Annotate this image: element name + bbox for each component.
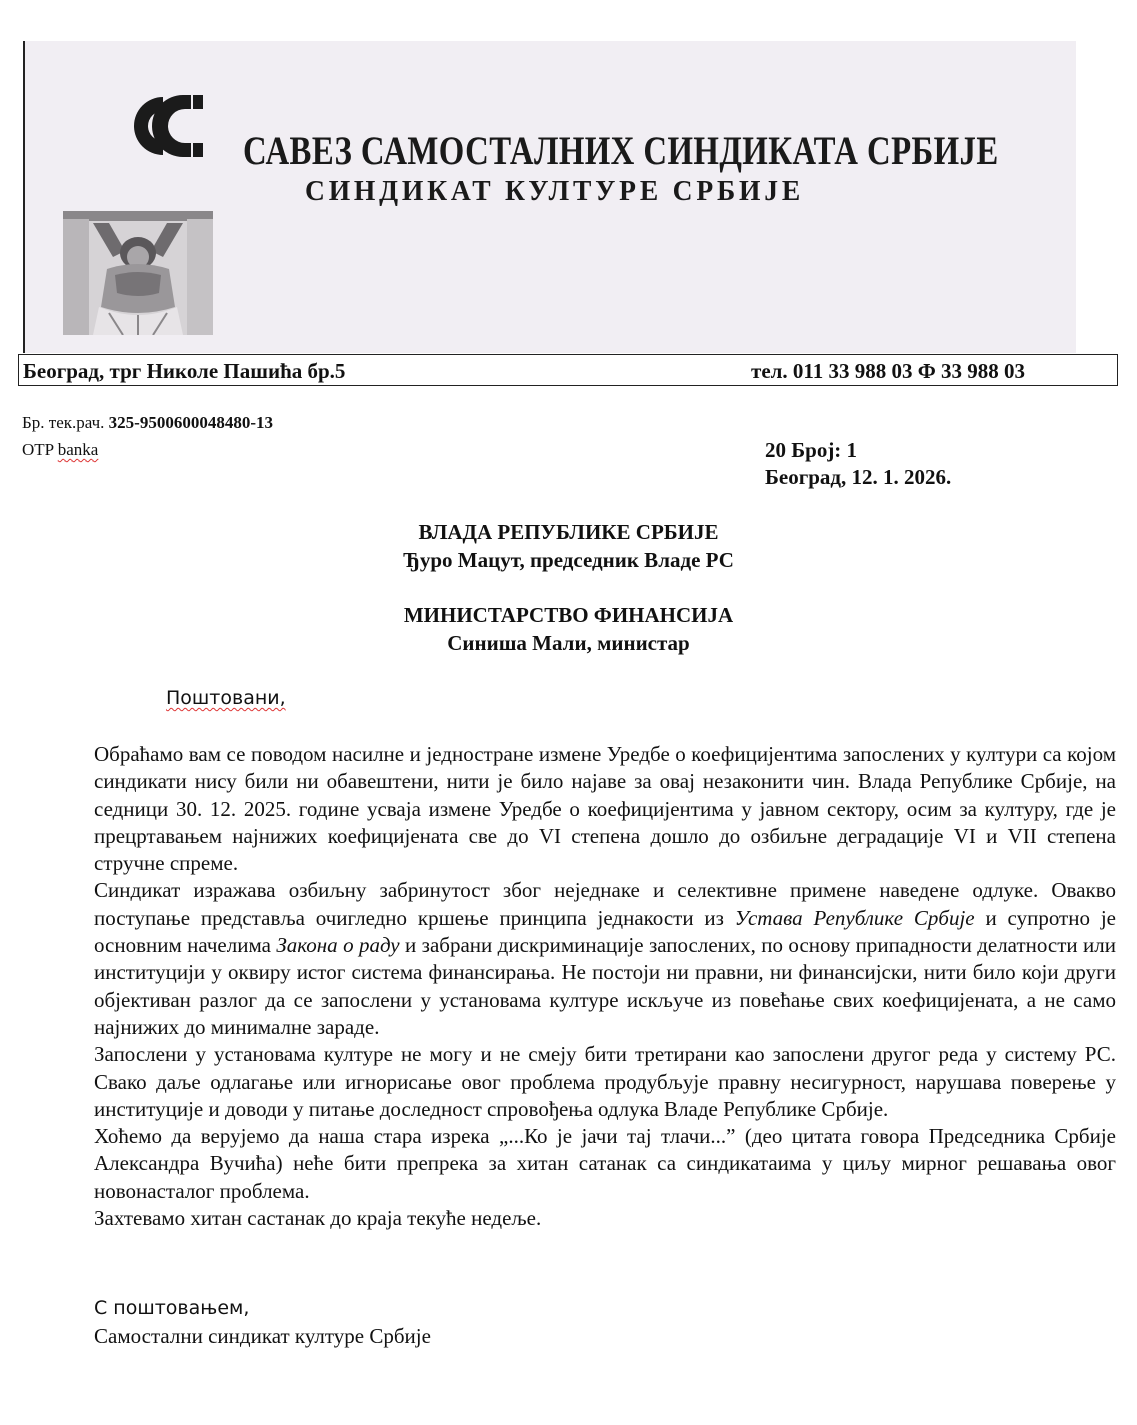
organization-subtitle: СИНДИКАТ КУЛТУРЕ СРБИЈЕ xyxy=(305,175,805,207)
letter-body xyxy=(94,741,1116,1232)
account-line xyxy=(22,413,273,433)
statue-atlas-image xyxy=(63,211,213,335)
body-p2-text-a: Синдикат изражава озбиљну забринутост због неједнаке и селективне примене наведене одлуке. Овакво поступање представља очигледно кршење принципа једнакости из xyxy=(94,878,1116,930)
union-cc-logo-icon xyxy=(123,91,217,161)
government-person: Ђуро Мацут, председник Владе РС xyxy=(403,548,734,572)
contact-bar xyxy=(18,354,1118,386)
ministry-person: Синиша Мали, министар xyxy=(447,631,690,655)
body-p2-labor-law: Закона о раду xyxy=(276,933,400,958)
addressee-ministry xyxy=(0,601,1137,657)
body-paragraph-3: Запослени у установама културе не могу и не смеју бити третирани као запослени другог реда у систему РС. Свако даље одлагање или игнорисање овог проблема продубљује правну несигурност, нарушава поверење у институције и доводи у питање доследност спровођења одлука Владе Републике Србије. xyxy=(94,1042,1116,1121)
signature-text: Самостални синдикат културе Србије xyxy=(94,1324,431,1348)
phone-text: тел. 011 33 988 03 Ф 33 988 03 xyxy=(751,359,1026,383)
closing-block xyxy=(94,1294,431,1350)
addressee-government xyxy=(0,518,1137,574)
bank-name: banka xyxy=(57,440,99,459)
account-label: Бр. тек.рач. xyxy=(22,413,105,432)
place-date: Београд, 12. 1. 2026. xyxy=(765,465,952,489)
salutation: Поштовани, xyxy=(166,687,286,709)
ministry-title: МИНИСТАРСТВО ФИНАНСИЈА xyxy=(403,603,734,627)
body-p2-constitution: Устава Републике Србије xyxy=(734,905,975,930)
body-paragraph-5: Захтевамо хитан састанак до краја текуће недеље. xyxy=(94,1206,542,1231)
bank-line xyxy=(22,440,98,460)
body-paragraph-2 xyxy=(94,877,1116,1041)
body-paragraph-4: Хоћемо да верујемо да наша стара изрека „...Ко је јачи тај тлачи...” (део цитата говора Председника Србије Александра Вучића) неће бити препрека за хитан сатанак са синдикатаима у циљу мирног решавања овог новонасталог проблема. xyxy=(94,1124,1116,1203)
bank-prefix: OTP xyxy=(22,440,54,459)
body-p2-text-c: и забрани дискриминације запослених, по основу припадности делатности или институцији у оквиру истог система финансирања. Не постоји ни правни, ни финансијски, нити било који други објективан разлог да се запослени у установама културе искључе из повећање свих коефицијената, а не само најнижих до минималне зараде. xyxy=(94,933,1116,1039)
body-paragraph-1: Обраћамо вам се поводом насилне и једностране измене Уредбе о коефицијентима запослених у култури са којом синдикати нису били ни обавештени, нити је било најаве за овај незаконити чин. Влада Републике Србије, на седници 30. 12. 2025. године усваја измене Уредбе о коефицијентима у јавном сектору, осим за културу, где је прецртавањем најнижих коефицијената све до VI степена дошло до озбиљне деградације VI и VII степена стручне спреме. xyxy=(94,742,1116,876)
address-text: Београд, трг Николе Пашића бр.5 xyxy=(23,359,346,383)
letterhead-banner xyxy=(23,41,1076,353)
organization-title: САВЕЗ САМОСТАЛНИХ СИНДИКАТА СРБИЈЕ xyxy=(243,128,999,173)
reference-number: 20 Број: 1 xyxy=(765,438,858,462)
account-number: 325-9500600048480-13 xyxy=(108,413,273,432)
closing-text: С поштовањем, xyxy=(94,1297,250,1319)
body-p2-text-b: и супротно је основним начелима xyxy=(94,905,1116,958)
government-title: ВЛАДА РЕПУБЛИКЕ СРБИЈЕ xyxy=(418,520,719,544)
